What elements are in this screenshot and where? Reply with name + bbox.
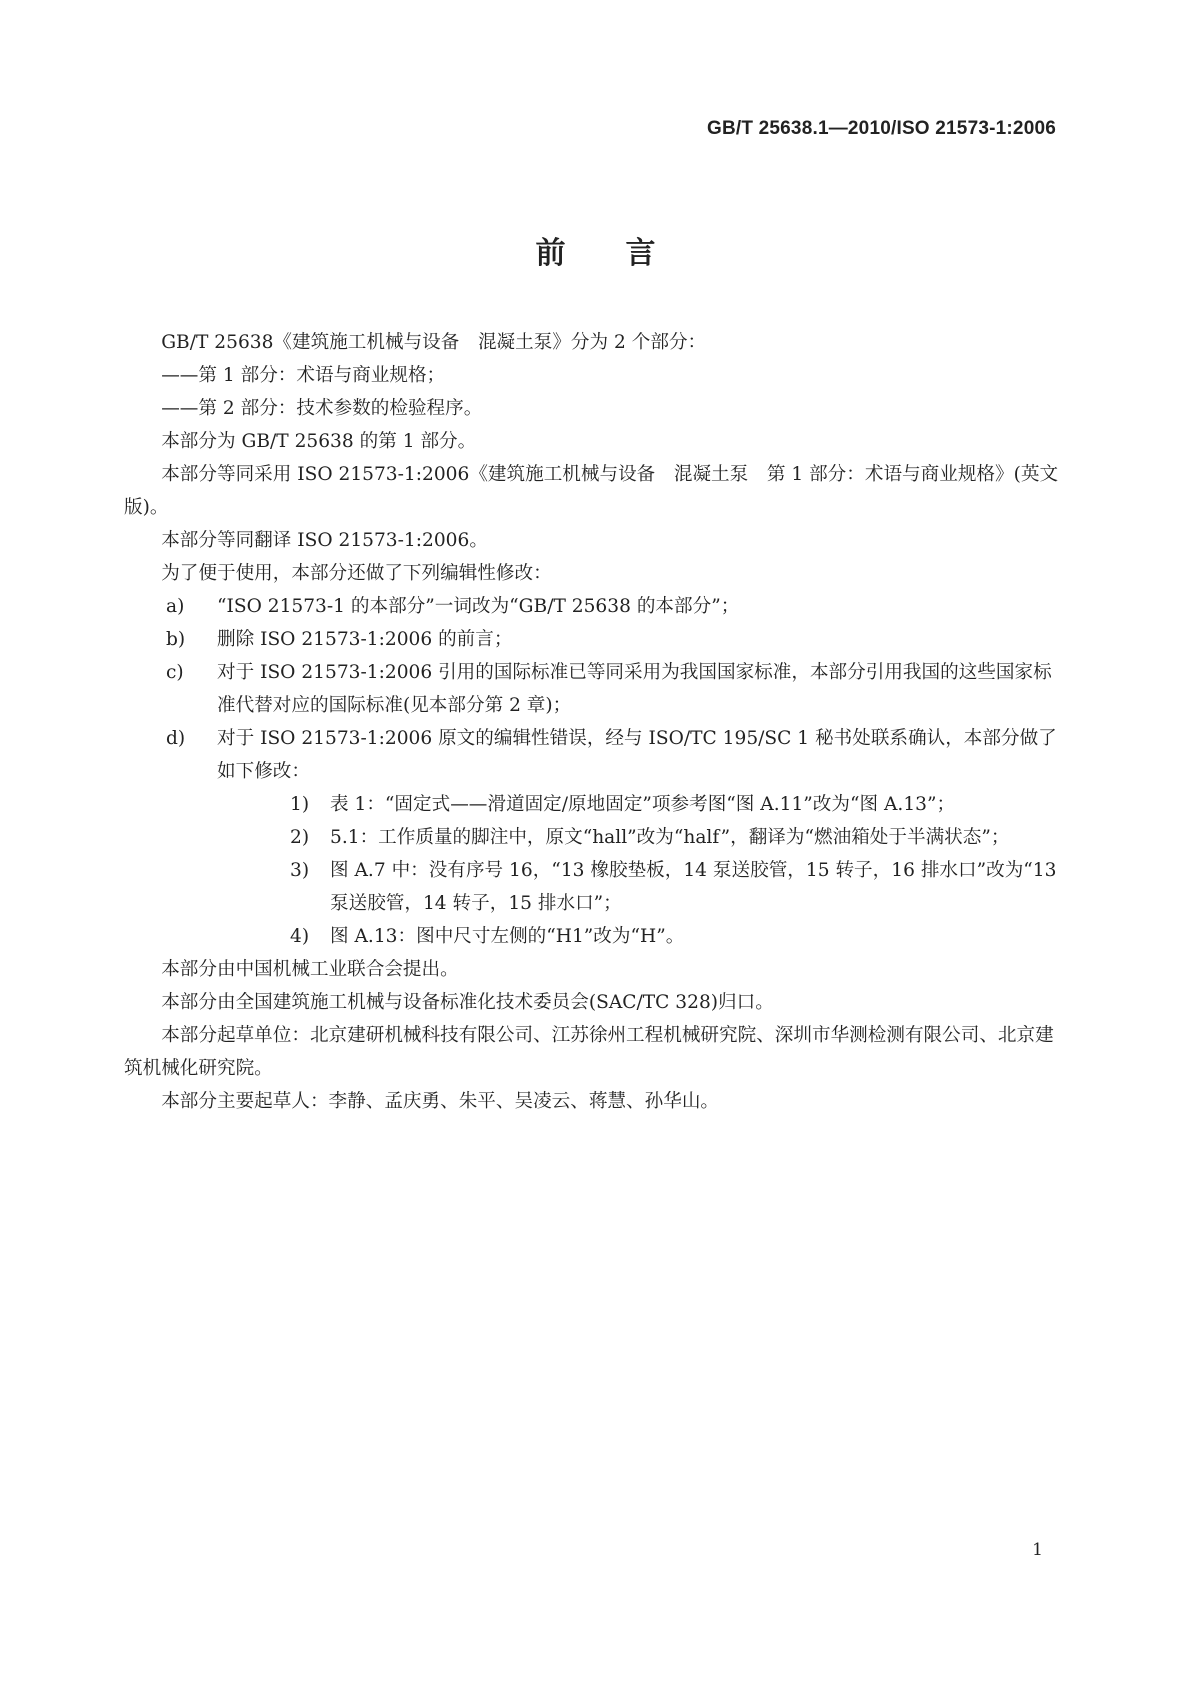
list-text: 删除 ISO 21573-1:2006 的前言； xyxy=(217,629,513,650)
paragraph-this-part: 本部分为 GB/T 25638 的第 1 部分。 xyxy=(161,431,477,452)
sub-list-marker: 4) xyxy=(290,926,310,947)
foreword-body xyxy=(124,326,1064,1118)
list-text: 对于 ISO 21573-1:2006 原文的编辑性错误，经与 ISO/TC 195/SC 1 秘书处联系确认，本部分做了如下修改： xyxy=(217,728,1057,782)
sub-list-marker: 1) xyxy=(290,794,310,815)
sub-list-text: 表 1：“固定式——滑道固定/原地固定”项参考图“图 A.11”改为“图 A.13”； xyxy=(330,794,956,815)
paragraph-part-2: ——第 2 部分：技术参数的检验程序。 xyxy=(161,398,483,419)
paragraph-drafting-units: 本部分起草单位：北京建研机械科技有限公司、江苏徐州工程机械研究院、深圳市华测检测有限公司、北京建筑机械化研究院。 xyxy=(124,1025,1054,1079)
paragraph-drafters: 本部分主要起草人：李静、孟庆勇、朱平、吴凌云、蒋慧、孙华山。 xyxy=(161,1091,720,1112)
page-title: 前言 xyxy=(535,236,716,271)
paragraph-parts: GB/T 25638《建筑施工机械与设备 混凝土泵》分为 2 个部分： xyxy=(161,332,707,353)
list-marker: a) xyxy=(166,596,185,617)
list-item xyxy=(124,656,1064,722)
sub-list-text: 图 A.7 中：没有序号 16，“13 橡胶垫板，14 泵送胶管，15 转子，16 排水口”改为“13 泵送胶管，14 转子，15 排水口”； xyxy=(330,860,1057,914)
sub-list-item xyxy=(124,788,1064,821)
paragraph-translation: 本部分等同翻译 ISO 21573-1:2006。 xyxy=(161,530,488,551)
list-text: 对于 ISO 21573-1:2006 引用的国际标准已等同采用为我国国家标准，本部分引用我国的这些国家标准代替对应的国际标准(见本部分第 2 章)； xyxy=(217,662,1052,716)
list-item xyxy=(124,623,1064,656)
sub-list-marker: 2) xyxy=(290,827,310,848)
list-marker: c) xyxy=(166,662,184,683)
sub-list-item xyxy=(124,854,1064,920)
sub-list-text: 图 A.13：图中尺寸左侧的“H1”改为“H”。 xyxy=(330,926,685,947)
paragraph-proposer: 本部分由中国机械工业联合会提出。 xyxy=(161,959,459,980)
paragraph-adoption: 本部分等同采用 ISO 21573-1:2006《建筑施工机械与设备 混凝土泵 第 1 部分：术语与商业规格》(英文版)。 xyxy=(124,464,1059,518)
paragraph-part-1: ——第 1 部分：术语与商业规格； xyxy=(161,365,446,386)
sub-list-item xyxy=(124,920,1064,953)
paragraph-centralized: 本部分由全国建筑施工机械与设备标准化技术委员会(SAC/TC 328)归口。 xyxy=(161,992,774,1013)
list-item xyxy=(124,722,1064,788)
page-number: 1 xyxy=(1032,1540,1043,1560)
list-text: “ISO 21573-1 的本部分”一词改为“GB/T 25638 的本部分”； xyxy=(217,596,740,617)
sub-list-item xyxy=(124,821,1064,854)
standard-code: GB/T 25638.1—2010/ISO 21573-1:2006 xyxy=(706,118,1056,139)
list-item xyxy=(124,590,1064,623)
sub-list-marker: 3) xyxy=(290,860,310,881)
list-marker: b) xyxy=(166,629,186,650)
paragraph-editorial-intro: 为了便于使用，本部分还做了下列编辑性修改： xyxy=(161,563,552,584)
sub-list-text: 5.1：工作质量的脚注中，原文“hall”改为“half”，翻译为“燃油箱处于半满状态”； xyxy=(330,827,1010,848)
list-marker: d) xyxy=(166,728,186,749)
